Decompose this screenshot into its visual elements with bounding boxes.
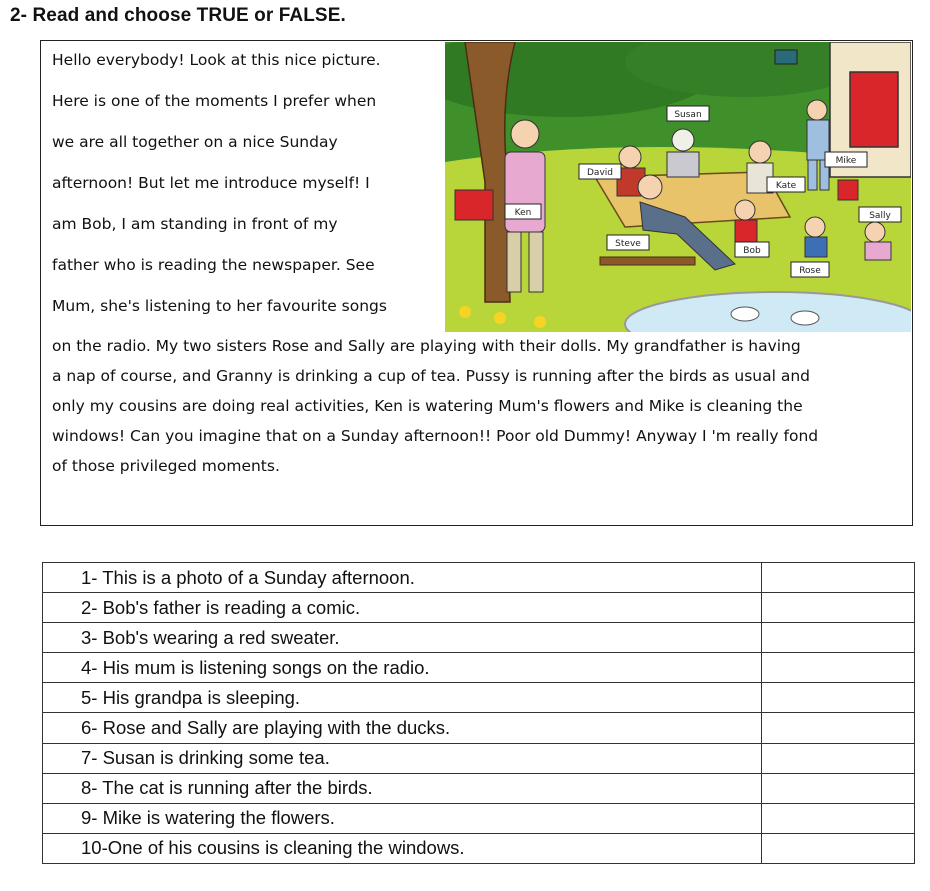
name-tag bbox=[859, 207, 901, 222]
question-row bbox=[43, 743, 915, 773]
question-text: 9- Mike is watering the flowers. bbox=[43, 803, 762, 833]
exercise-heading: 2- Read and choose TRUE or FALSE. bbox=[10, 5, 346, 26]
name-tag-label: Steve bbox=[615, 239, 641, 249]
name-tag bbox=[825, 152, 867, 167]
family-garden-illustration bbox=[445, 42, 911, 332]
flower-icon bbox=[494, 312, 506, 324]
story-line: we are all together on a nice Sunday bbox=[52, 133, 338, 151]
birdhouse-icon bbox=[775, 50, 797, 64]
answer-cell[interactable] bbox=[761, 563, 914, 593]
window-icon bbox=[850, 72, 898, 147]
question-text: 4- His mum is listening songs on the radio. bbox=[43, 653, 762, 683]
story-line: Hello everybody! Look at this nice picture. bbox=[52, 51, 381, 69]
question-row bbox=[43, 623, 915, 653]
answer-cell[interactable] bbox=[761, 833, 914, 863]
question-row bbox=[43, 713, 915, 743]
name-tag bbox=[505, 204, 541, 219]
watering-can-icon bbox=[455, 190, 493, 220]
person-rose bbox=[805, 217, 827, 257]
answer-cell[interactable] bbox=[761, 623, 914, 653]
question-text: 5- His grandpa is sleeping. bbox=[43, 683, 762, 713]
answer-cell[interactable] bbox=[761, 593, 914, 623]
person-bob bbox=[735, 200, 757, 245]
story-line: windows! Can you imagine that on a Sunday afternoon!! Poor old Dummy! Anyway I 'm really fond bbox=[52, 427, 819, 445]
duck-icon bbox=[731, 307, 759, 321]
true-false-table bbox=[42, 562, 915, 864]
question-row bbox=[43, 683, 915, 713]
name-tag-label: Rose bbox=[799, 266, 821, 276]
answer-cell[interactable] bbox=[761, 773, 914, 803]
story-line: Here is one of the moments I prefer when bbox=[52, 92, 377, 110]
flower-icon bbox=[534, 316, 546, 328]
bucket-icon bbox=[838, 180, 858, 200]
flower-icon bbox=[459, 306, 471, 318]
name-tag bbox=[607, 235, 649, 250]
name-tag-label: Sally bbox=[869, 211, 891, 221]
question-row bbox=[43, 593, 915, 623]
story-line: Mum, she's listening to her favourite songs bbox=[52, 297, 387, 315]
answer-cell[interactable] bbox=[761, 743, 914, 773]
duck-icon bbox=[791, 311, 819, 325]
name-tag-label: Bob bbox=[743, 246, 761, 256]
question-row bbox=[43, 773, 915, 803]
question-text: 1- This is a photo of a Sunday afternoon. bbox=[43, 563, 762, 593]
name-tag bbox=[767, 177, 805, 192]
story-line: afternoon! But let me introduce myself! I bbox=[52, 174, 370, 192]
question-text: 8- The cat is running after the birds. bbox=[43, 773, 762, 803]
story-line: of those privileged moments. bbox=[52, 457, 280, 475]
story-line: on the radio. My two sisters Rose and Sally are playing with their dolls. My grandfather is having bbox=[52, 337, 801, 355]
story-line: only my cousins are doing real activities, Ken is watering Mum's flowers and Mike is cleaning the bbox=[52, 397, 803, 415]
answer-cell[interactable] bbox=[761, 683, 914, 713]
name-tag bbox=[667, 106, 709, 121]
name-tag-label: Mike bbox=[835, 156, 857, 166]
name-tag-label: David bbox=[587, 168, 613, 178]
bench-icon bbox=[600, 257, 695, 265]
name-tag-label: Kate bbox=[775, 181, 797, 191]
question-text: 3- Bob's wearing a red sweater. bbox=[43, 623, 762, 653]
question-text: 6- Rose and Sally are playing with the ducks. bbox=[43, 713, 762, 743]
question-text: 10-One of his cousins is cleaning the windows. bbox=[43, 833, 762, 863]
name-tag bbox=[791, 262, 829, 277]
answer-cell[interactable] bbox=[761, 713, 914, 743]
question-row bbox=[43, 653, 915, 683]
question-text: 7- Susan is drinking some tea. bbox=[43, 743, 762, 773]
name-tag-label: Ken bbox=[514, 208, 532, 218]
question-row bbox=[43, 563, 915, 593]
name-tag bbox=[579, 164, 621, 179]
question-row bbox=[43, 833, 915, 863]
story-line: am Bob, I am standing in front of my bbox=[52, 215, 338, 233]
question-row bbox=[43, 803, 915, 833]
answer-cell[interactable] bbox=[761, 803, 914, 833]
question-text: 2- Bob's father is reading a comic. bbox=[43, 593, 762, 623]
story-line: a nap of course, and Granny is drinking a cup of tea. Pussy is running after the birds as usual and bbox=[52, 367, 811, 385]
name-tag bbox=[735, 242, 769, 257]
answer-cell[interactable] bbox=[761, 653, 914, 683]
story-line: father who is reading the newspaper. See bbox=[52, 256, 375, 274]
name-tag-label: Susan bbox=[674, 110, 702, 120]
